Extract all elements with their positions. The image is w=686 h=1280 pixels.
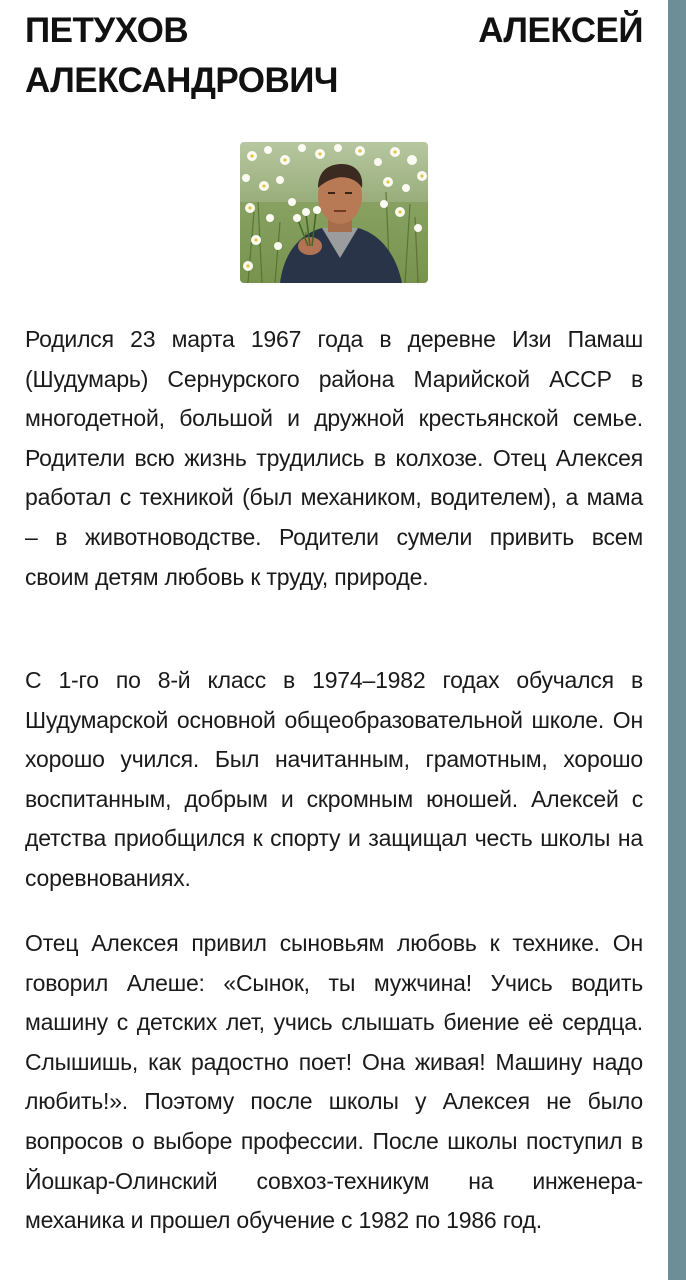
portrait-photo: [240, 142, 428, 283]
biography-paragraph-3: Отец Алексея привил сыновьям любовь к технике. Он говорил Алеше: «Сынок, ты мужчина! Учись водить машину с детских лет, учись слышать биение её сердца. Слышишь, как радостно поет! Она живая! Машину надо любить!». Поэтому после школы у Алексея не было вопросов о выборе профессии. После школы поступил в Йошкар-Олинский совхоз-техникум на инженера-механика и прошел обучение с 1982 по 1986 год.: [25, 930, 643, 1234]
page-title: ПЕТУХОВ АЛЕКСЕЙ АЛЕКСАНДРОВИЧ: [25, 11, 643, 100]
biography-paragraph-2: С 1-го по 8-й класс в 1974–1982 годах обучался в Шудумарской основной общеобразовательной школе. Он хорошо учился. Был начитанным, грамотным, хорошо воспитанным, добрым и скромным юношей. Алексей с детства приобщился к спорту и защищал честь школы на соревнованиях.: [25, 667, 643, 891]
biography-paragraph-1: Родился 23 марта 1967 года в деревне Изи Памаш (Шудумарь) Сернурского района Марийской АССР в многодетной, большой и дружной крестьянской семье. Родители всю жизнь трудились в колхозе. Отец Алексея работал с техникой (был механиком, водителем), а мама – в животноводстве. Родители сумели привить всем своим детям любовь к труду, природе.: [25, 326, 643, 590]
scrollbar-thumb[interactable]: [668, 0, 686, 1280]
scrollbar-track[interactable]: [668, 0, 686, 1280]
